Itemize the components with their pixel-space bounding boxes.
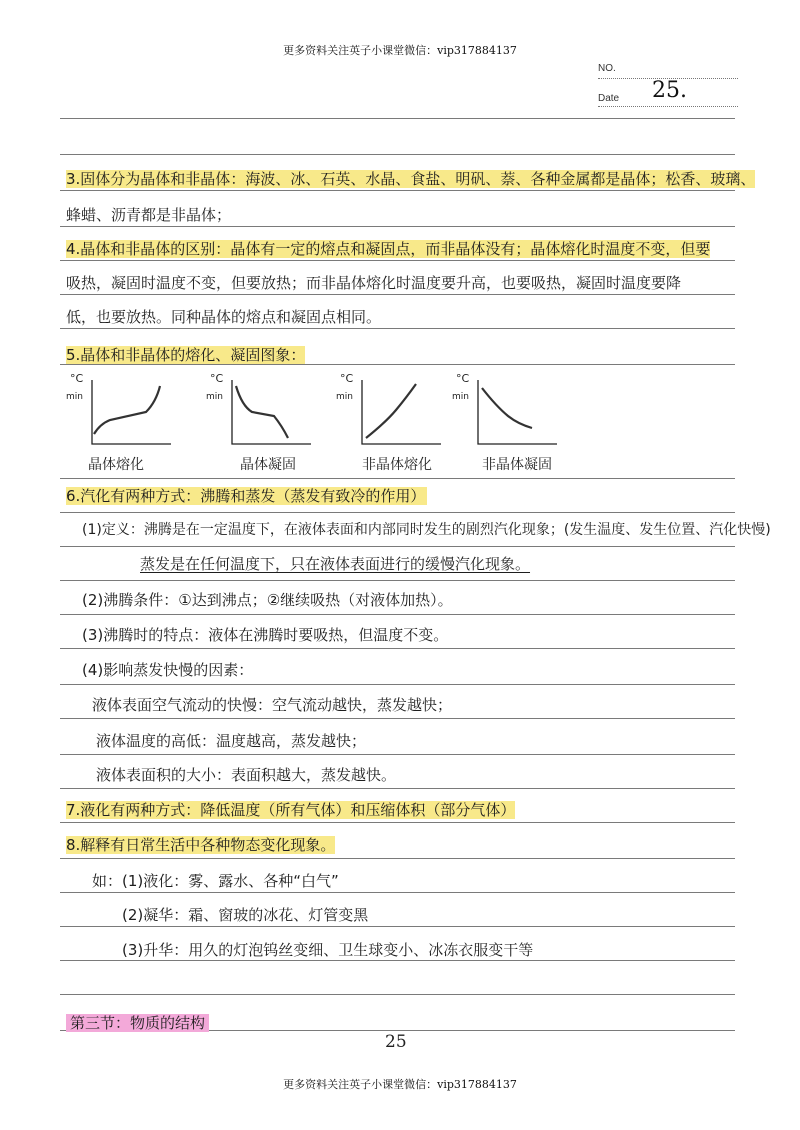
ruled-line bbox=[60, 260, 735, 261]
date-underline bbox=[598, 106, 738, 107]
point-3-line-2: 蜂蜡、沥青都是非晶体； bbox=[66, 206, 232, 224]
point-8-heading: 8.解释有日常生活中各种物态变化现象。 bbox=[66, 836, 336, 854]
graph-amorphous-solidifying bbox=[452, 372, 592, 472]
graph-unit: °C bbox=[210, 372, 224, 385]
no-label: NO. bbox=[598, 63, 616, 74]
graph-min: min bbox=[452, 392, 469, 402]
ruled-line bbox=[60, 154, 735, 155]
graph-crystal-melting-plot bbox=[66, 372, 206, 452]
factor-temperature: 液体温度的高低：温度越高，蒸发越快； bbox=[96, 732, 367, 750]
ruled-line bbox=[60, 226, 735, 227]
ruled-line bbox=[60, 118, 735, 119]
ruled-line bbox=[60, 926, 735, 927]
ruled-line bbox=[60, 754, 735, 755]
point-6-definition-evaporation: 蒸发是在任何温度下，只在液体表面进行的缓慢汽化现象。 bbox=[140, 555, 531, 573]
ruled-line bbox=[60, 718, 735, 719]
point-6-boiling-feature: (3)沸腾时的特点：液体在沸腾时要吸热，但温度不变。 bbox=[82, 626, 449, 644]
ruled-line bbox=[60, 328, 735, 329]
ruled-line bbox=[60, 546, 735, 547]
point-6-definition-boiling: (1)定义：沸腾是在一定温度下，在液体表面和内部同时发生的剧烈汽化现象；(发生温度、发生位置、汽化快慢) bbox=[82, 522, 771, 538]
factor-surface-area: 液体表面积的大小：表面积越大，蒸发越快。 bbox=[96, 766, 397, 784]
point-6-heading: 6.汽化有两种方式：沸腾和蒸发（蒸发有致冷的作用） bbox=[66, 487, 426, 505]
graph-min: min bbox=[66, 392, 83, 402]
graph-label: 晶体熔化 bbox=[88, 457, 144, 473]
ruled-line bbox=[60, 294, 735, 295]
ruled-line bbox=[60, 684, 735, 685]
graph-unit: °C bbox=[456, 372, 470, 385]
factor-air-flow: 液体表面空气流动的快慢：空气流动越快，蒸发越快； bbox=[92, 696, 453, 714]
watermark-top: 更多资料关注英子小课堂微信：vip317884137 bbox=[283, 44, 517, 57]
ruled-line bbox=[60, 614, 735, 615]
graph-min: min bbox=[206, 392, 223, 402]
point-6-factors-heading: (4)影响蒸发快慢的因素： bbox=[82, 661, 254, 679]
example-desublimation: (2)凝华：霜、窗玻的冰花、灯管变黑 bbox=[122, 906, 369, 924]
point-5-heading: 5.晶体和非晶体的熔化、凝固图象： bbox=[66, 346, 306, 364]
ruled-line bbox=[60, 822, 735, 823]
example-sublimation: (3)升华：用久的灯泡钨丝变细、卫生球变小、冰冻衣服变干等 bbox=[122, 941, 534, 959]
section-3-heading: 第三节：物质的结构 bbox=[66, 1014, 736, 1032]
date-value: 25. bbox=[652, 78, 687, 103]
point-6-boiling-condition: (2)沸腾条件：①达到沸点；②继续吸热（对液体加热）。 bbox=[82, 591, 453, 609]
graph-label: 晶体凝固 bbox=[240, 457, 296, 473]
ruled-line bbox=[60, 788, 735, 789]
ruled-line bbox=[60, 892, 735, 893]
point-4-line-3: 低，也要放热。同种晶体的熔点和凝固点相同。 bbox=[66, 308, 382, 326]
graph-unit: °C bbox=[340, 372, 354, 385]
ruled-line bbox=[60, 478, 735, 479]
graph-crystal-solidifying bbox=[206, 372, 346, 472]
point-7: 7.液化有两种方式：降低温度（所有气体）和压缩体积（部分气体） bbox=[66, 801, 516, 819]
example-liquefaction: 如：(1)液化：雾、露水、各种“白气” bbox=[92, 872, 339, 890]
graph-label: 非晶体凝固 bbox=[482, 457, 552, 473]
ruled-line bbox=[60, 364, 735, 365]
graph-label: 非晶体熔化 bbox=[362, 457, 432, 473]
ruled-line bbox=[60, 960, 735, 961]
ruled-line bbox=[60, 512, 735, 513]
ruled-line bbox=[60, 994, 735, 995]
graph-amorphous-solidifying-plot bbox=[452, 372, 592, 452]
ruled-line bbox=[60, 580, 735, 581]
graph-unit: °C bbox=[70, 372, 84, 385]
ruled-line bbox=[60, 648, 735, 649]
watermark-bottom: 更多资料关注英子小课堂微信：vip317884137 bbox=[283, 1078, 517, 1091]
graph-crystal-melting bbox=[66, 372, 206, 472]
ruled-line bbox=[60, 858, 735, 859]
date-label: Date bbox=[598, 93, 620, 104]
page-number: 25 bbox=[385, 1032, 407, 1052]
point-4-line-1: 4.晶体和非晶体的区别：晶体有一定的熔点和凝固点，而非晶体没有；晶体熔化时温度不变，但要 bbox=[66, 240, 711, 258]
ruled-line bbox=[60, 190, 735, 191]
point-3-line-1: 3.固体分为晶体和非晶体：海波、冰、石英、水晶、食盐、明矾、萘、各种金属都是晶体；松香、玻璃、 bbox=[66, 170, 756, 188]
point-4-line-2: 吸热，凝固时温度不变，但要放热；而非晶体熔化时温度要升高，也要吸热，凝固时温度要降 bbox=[66, 274, 682, 292]
graph-min: min bbox=[336, 392, 353, 402]
graph-crystal-solidifying-plot bbox=[206, 372, 346, 452]
